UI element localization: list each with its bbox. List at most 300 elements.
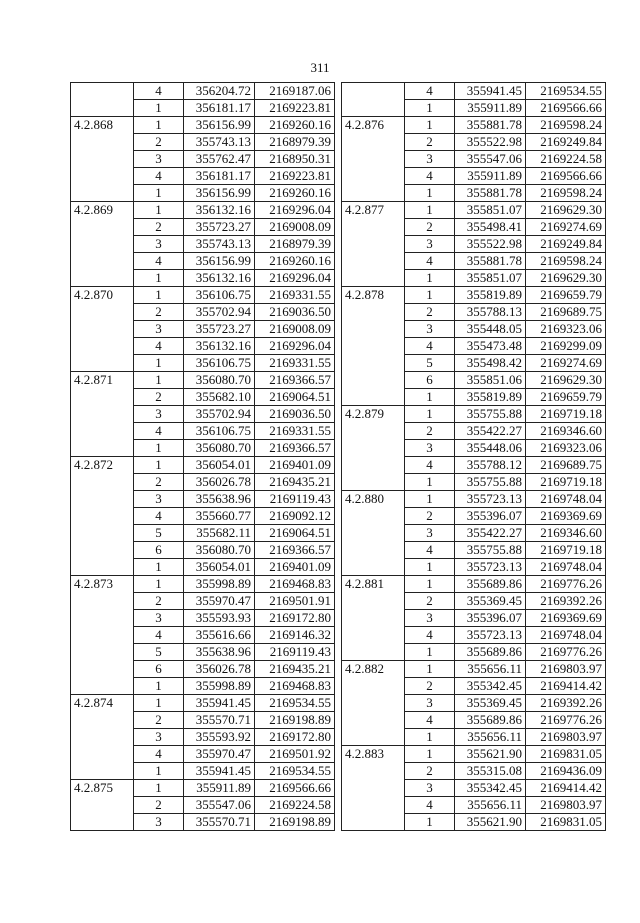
point-number: 2 (134, 797, 184, 814)
coordinates-table-right (341, 82, 606, 831)
table-row (71, 202, 335, 219)
point-number: 4 (134, 627, 184, 644)
point-number: 3 (134, 406, 184, 423)
x-coordinate: 355743.13 (184, 134, 255, 151)
point-number: 2 (134, 134, 184, 151)
y-coordinate: 2169223.81 (255, 168, 335, 185)
point-number: 1 (405, 729, 455, 746)
x-coordinate: 355498.42 (455, 355, 526, 372)
point-number: 5 (134, 525, 184, 542)
table-row (342, 491, 606, 508)
y-coordinate: 2169187.06 (255, 83, 335, 100)
x-coordinate: 355369.45 (455, 593, 526, 610)
y-coordinate: 2169249.84 (526, 236, 606, 253)
x-coordinate: 355656.11 (455, 729, 526, 746)
x-coordinate: 355682.11 (184, 525, 255, 542)
table-row (342, 83, 606, 100)
table-row (342, 202, 606, 219)
point-number: 1 (405, 270, 455, 287)
y-coordinate: 2169224.58 (526, 151, 606, 168)
parcel-id: 4.2.870 (71, 287, 134, 372)
y-coordinate: 2169719.18 (526, 474, 606, 491)
y-coordinate: 2169346.60 (526, 525, 606, 542)
y-coordinate: 2169299.09 (526, 338, 606, 355)
y-coordinate: 2169414.42 (526, 678, 606, 695)
point-number: 3 (405, 321, 455, 338)
point-number: 3 (405, 610, 455, 627)
y-coordinate: 2169566.66 (526, 100, 606, 117)
y-coordinate: 2169659.79 (526, 389, 606, 406)
y-coordinate: 2169629.30 (526, 270, 606, 287)
y-coordinate: 2169119.43 (255, 491, 335, 508)
y-coordinate: 2169629.30 (526, 372, 606, 389)
x-coordinate: 356106.75 (184, 355, 255, 372)
point-number: 3 (134, 610, 184, 627)
point-number: 6 (134, 661, 184, 678)
point-number: 4 (405, 83, 455, 100)
y-coordinate: 2169331.55 (255, 355, 335, 372)
table-row (71, 457, 335, 474)
point-number: 4 (405, 338, 455, 355)
x-coordinate: 355819.89 (455, 287, 526, 304)
x-coordinate: 355911.89 (455, 168, 526, 185)
point-number: 1 (405, 202, 455, 219)
point-number: 1 (134, 355, 184, 372)
coordinates-table-left (70, 82, 335, 831)
x-coordinate: 355689.86 (455, 712, 526, 729)
x-coordinate: 356132.16 (184, 338, 255, 355)
y-coordinate: 2169296.04 (255, 202, 335, 219)
x-coordinate: 355788.13 (455, 304, 526, 321)
point-number: 2 (405, 134, 455, 151)
x-coordinate: 355660.77 (184, 508, 255, 525)
parcel-id: 4.2.877 (342, 202, 405, 287)
y-coordinate: 2169296.04 (255, 338, 335, 355)
x-coordinate: 356156.99 (184, 117, 255, 134)
x-coordinate: 355970.47 (184, 593, 255, 610)
point-number: 2 (405, 678, 455, 695)
x-coordinate: 355593.92 (184, 729, 255, 746)
y-coordinate: 2169598.24 (526, 253, 606, 270)
x-coordinate: 356156.99 (184, 185, 255, 202)
x-coordinate: 356026.78 (184, 474, 255, 491)
y-coordinate: 2169689.75 (526, 457, 606, 474)
x-coordinate: 355762.47 (184, 151, 255, 168)
point-number: 2 (134, 712, 184, 729)
x-coordinate: 355396.07 (455, 610, 526, 627)
x-coordinate: 355570.71 (184, 814, 255, 831)
x-coordinate: 356204.72 (184, 83, 255, 100)
x-coordinate: 355998.89 (184, 576, 255, 593)
y-coordinate: 2169629.30 (526, 202, 606, 219)
point-number: 2 (134, 593, 184, 610)
parcel-id: 4.2.882 (342, 661, 405, 746)
point-number: 1 (134, 457, 184, 474)
y-coordinate: 2169172.80 (255, 729, 335, 746)
y-coordinate: 2169566.66 (255, 780, 335, 797)
point-number: 1 (405, 287, 455, 304)
point-number: 1 (134, 763, 184, 780)
y-coordinate: 2169776.26 (526, 644, 606, 661)
x-coordinate: 355621.90 (455, 814, 526, 831)
x-coordinate: 355498.41 (455, 219, 526, 236)
y-coordinate: 2169566.66 (526, 168, 606, 185)
x-coordinate: 355448.05 (455, 321, 526, 338)
point-number: 4 (405, 797, 455, 814)
x-coordinate: 355315.08 (455, 763, 526, 780)
x-coordinate: 355755.88 (455, 406, 526, 423)
table-row (71, 695, 335, 712)
x-coordinate: 355941.45 (184, 695, 255, 712)
table-row (342, 576, 606, 593)
x-coordinate: 355473.48 (455, 338, 526, 355)
y-coordinate: 2169346.60 (526, 423, 606, 440)
point-number: 1 (134, 185, 184, 202)
x-coordinate: 355422.27 (455, 525, 526, 542)
y-coordinate: 2169776.26 (526, 712, 606, 729)
x-coordinate: 355819.89 (455, 389, 526, 406)
point-number: 1 (134, 100, 184, 117)
point-number: 1 (134, 117, 184, 134)
x-coordinate: 355941.45 (184, 763, 255, 780)
x-coordinate: 355570.71 (184, 712, 255, 729)
point-number: 2 (134, 219, 184, 236)
point-number: 1 (405, 117, 455, 134)
parcel-id: 4.2.873 (71, 576, 134, 695)
point-number: 5 (134, 644, 184, 661)
x-coordinate: 355743.13 (184, 236, 255, 253)
point-number: 1 (134, 270, 184, 287)
x-coordinate: 355682.10 (184, 389, 255, 406)
x-coordinate: 356132.16 (184, 202, 255, 219)
y-coordinate: 2169223.81 (255, 100, 335, 117)
x-coordinate: 355448.06 (455, 440, 526, 457)
point-number: 1 (405, 100, 455, 117)
x-coordinate: 355689.86 (455, 644, 526, 661)
point-number: 1 (405, 185, 455, 202)
table-row (71, 372, 335, 389)
x-coordinate: 356080.70 (184, 542, 255, 559)
y-coordinate: 2169748.04 (526, 627, 606, 644)
y-coordinate: 2169331.55 (255, 287, 335, 304)
parcel-id: 4.2.879 (342, 406, 405, 491)
point-number: 1 (405, 814, 455, 831)
point-number: 2 (134, 474, 184, 491)
x-coordinate: 356156.99 (184, 253, 255, 270)
y-coordinate: 2169748.04 (526, 491, 606, 508)
x-coordinate: 355881.78 (455, 253, 526, 270)
x-coordinate: 356106.75 (184, 423, 255, 440)
point-number: 1 (134, 202, 184, 219)
x-coordinate: 356054.01 (184, 457, 255, 474)
y-coordinate: 2169323.06 (526, 321, 606, 338)
y-coordinate: 2169748.04 (526, 559, 606, 576)
y-coordinate: 2169224.58 (255, 797, 335, 814)
table-row (342, 661, 606, 678)
x-coordinate: 355689.86 (455, 576, 526, 593)
x-coordinate: 355621.90 (455, 746, 526, 763)
point-number: 4 (134, 423, 184, 440)
x-coordinate: 355656.11 (455, 661, 526, 678)
point-number: 3 (405, 440, 455, 457)
y-coordinate: 2169534.55 (255, 763, 335, 780)
point-number: 2 (405, 423, 455, 440)
point-number: 1 (405, 644, 455, 661)
y-coordinate: 2169260.16 (255, 253, 335, 270)
y-coordinate: 2169598.24 (526, 185, 606, 202)
point-number: 1 (405, 474, 455, 491)
x-coordinate: 355851.06 (455, 372, 526, 389)
point-number: 4 (134, 746, 184, 763)
y-coordinate: 2169659.79 (526, 287, 606, 304)
table-row (71, 576, 335, 593)
x-coordinate: 355911.89 (455, 100, 526, 117)
parcel-id: 4.2.883 (342, 746, 405, 831)
x-coordinate: 355755.88 (455, 474, 526, 491)
y-coordinate: 2169534.55 (255, 695, 335, 712)
point-number: 1 (134, 576, 184, 593)
point-number: 2 (405, 508, 455, 525)
parcel-id: 4.2.880 (342, 491, 405, 576)
x-coordinate: 355342.45 (455, 678, 526, 695)
parcel-id: 4.2.872 (71, 457, 134, 576)
y-coordinate: 2169331.55 (255, 423, 335, 440)
y-coordinate: 2169008.09 (255, 321, 335, 338)
y-coordinate: 2169803.97 (526, 797, 606, 814)
y-coordinate: 2169323.06 (526, 440, 606, 457)
x-coordinate: 355998.89 (184, 678, 255, 695)
table-row (342, 287, 606, 304)
point-number: 3 (134, 151, 184, 168)
x-coordinate: 355638.96 (184, 644, 255, 661)
y-coordinate: 2169435.21 (255, 661, 335, 678)
y-coordinate: 2169249.84 (526, 134, 606, 151)
point-number: 6 (134, 542, 184, 559)
x-coordinate: 355638.96 (184, 491, 255, 508)
y-coordinate: 2169274.69 (526, 355, 606, 372)
x-coordinate: 356080.70 (184, 440, 255, 457)
point-number: 1 (134, 559, 184, 576)
point-number: 1 (405, 576, 455, 593)
y-coordinate: 2169119.43 (255, 644, 335, 661)
y-coordinate: 2169369.69 (526, 508, 606, 525)
parcel-id: 4.2.876 (342, 117, 405, 202)
y-coordinate: 2169036.50 (255, 406, 335, 423)
table-row (71, 83, 335, 100)
y-coordinate: 2169092.12 (255, 508, 335, 525)
point-number: 2 (405, 593, 455, 610)
x-coordinate: 356181.17 (184, 168, 255, 185)
point-number: 3 (134, 321, 184, 338)
point-number: 2 (405, 219, 455, 236)
parcel-id: 4.2.874 (71, 695, 134, 780)
y-coordinate: 2169392.26 (526, 695, 606, 712)
y-coordinate: 2169036.50 (255, 304, 335, 321)
table-row (71, 117, 335, 134)
point-number: 3 (134, 491, 184, 508)
y-coordinate: 2168979.39 (255, 134, 335, 151)
point-number: 1 (134, 678, 184, 695)
parcel-id: 4.2.871 (71, 372, 134, 457)
x-coordinate: 355522.98 (455, 236, 526, 253)
x-coordinate: 355547.06 (455, 151, 526, 168)
y-coordinate: 2169146.32 (255, 627, 335, 644)
point-number: 1 (405, 661, 455, 678)
y-coordinate: 2169401.09 (255, 457, 335, 474)
x-coordinate: 355396.07 (455, 508, 526, 525)
x-coordinate: 356181.17 (184, 100, 255, 117)
y-coordinate: 2169436.09 (526, 763, 606, 780)
point-number: 2 (134, 389, 184, 406)
parcel-id (71, 83, 134, 117)
x-coordinate: 355547.06 (184, 797, 255, 814)
x-coordinate: 355723.27 (184, 219, 255, 236)
x-coordinate: 356080.70 (184, 372, 255, 389)
x-coordinate: 355970.47 (184, 746, 255, 763)
parcel-id: 4.2.878 (342, 287, 405, 406)
x-coordinate: 355723.27 (184, 321, 255, 338)
point-number: 4 (405, 457, 455, 474)
point-number: 1 (134, 372, 184, 389)
y-coordinate: 2169776.26 (526, 576, 606, 593)
point-number: 3 (405, 525, 455, 542)
y-coordinate: 2169172.80 (255, 610, 335, 627)
parcel-id (342, 83, 405, 117)
y-coordinate: 2169501.91 (255, 593, 335, 610)
x-coordinate: 355616.66 (184, 627, 255, 644)
x-coordinate: 355755.88 (455, 542, 526, 559)
table-row (71, 780, 335, 797)
y-coordinate: 2169534.55 (526, 83, 606, 100)
point-number: 3 (405, 236, 455, 253)
point-number: 5 (405, 355, 455, 372)
x-coordinate: 356106.75 (184, 287, 255, 304)
parcel-id: 4.2.881 (342, 576, 405, 661)
x-coordinate: 355788.12 (455, 457, 526, 474)
point-number: 4 (134, 168, 184, 185)
y-coordinate: 2169064.51 (255, 525, 335, 542)
y-coordinate: 2169198.89 (255, 712, 335, 729)
y-coordinate: 2169803.97 (526, 661, 606, 678)
point-number: 2 (405, 304, 455, 321)
y-coordinate: 2169414.42 (526, 780, 606, 797)
page-number: 311 (310, 60, 330, 75)
point-number: 3 (134, 814, 184, 831)
x-coordinate: 355656.11 (455, 797, 526, 814)
point-number: 3 (134, 729, 184, 746)
y-coordinate: 2169260.16 (255, 117, 335, 134)
point-number: 1 (134, 695, 184, 712)
y-coordinate: 2169366.57 (255, 372, 335, 389)
x-coordinate: 355881.78 (455, 117, 526, 134)
point-number: 3 (405, 151, 455, 168)
y-coordinate: 2169719.18 (526, 542, 606, 559)
point-number: 4 (405, 253, 455, 270)
x-coordinate: 355723.13 (455, 491, 526, 508)
point-number: 4 (405, 542, 455, 559)
point-number: 2 (134, 304, 184, 321)
y-coordinate: 2169598.24 (526, 117, 606, 134)
y-coordinate: 2169274.69 (526, 219, 606, 236)
x-coordinate: 355941.45 (455, 83, 526, 100)
y-coordinate: 2168950.31 (255, 151, 335, 168)
point-number: 4 (405, 712, 455, 729)
x-coordinate: 356132.16 (184, 270, 255, 287)
point-number: 2 (405, 763, 455, 780)
y-coordinate: 2169803.97 (526, 729, 606, 746)
y-coordinate: 2169369.69 (526, 610, 606, 627)
x-coordinate: 355851.07 (455, 202, 526, 219)
y-coordinate: 2169366.57 (255, 542, 335, 559)
x-coordinate: 355422.27 (455, 423, 526, 440)
y-coordinate: 2168979.39 (255, 236, 335, 253)
y-coordinate: 2169831.05 (526, 746, 606, 763)
table-row (71, 287, 335, 304)
y-coordinate: 2169366.57 (255, 440, 335, 457)
x-coordinate: 355911.89 (184, 780, 255, 797)
table-row (342, 746, 606, 763)
point-number: 4 (134, 83, 184, 100)
point-number: 1 (134, 780, 184, 797)
point-number: 4 (134, 338, 184, 355)
point-number: 1 (134, 287, 184, 304)
point-number: 6 (405, 372, 455, 389)
point-number: 3 (405, 695, 455, 712)
y-coordinate: 2169435.21 (255, 474, 335, 491)
x-coordinate: 356026.78 (184, 661, 255, 678)
parcel-id: 4.2.868 (71, 117, 134, 202)
table-row (342, 406, 606, 423)
y-coordinate: 2169719.18 (526, 406, 606, 423)
y-coordinate: 2169831.05 (526, 814, 606, 831)
point-number: 1 (405, 559, 455, 576)
x-coordinate: 355702.94 (184, 304, 255, 321)
x-coordinate: 355593.93 (184, 610, 255, 627)
parcel-id: 4.2.869 (71, 202, 134, 287)
point-number: 3 (134, 236, 184, 253)
point-number: 1 (405, 746, 455, 763)
point-number: 4 (134, 253, 184, 270)
y-coordinate: 2169260.16 (255, 185, 335, 202)
x-coordinate: 355522.98 (455, 134, 526, 151)
x-coordinate: 355702.94 (184, 406, 255, 423)
table-row (342, 117, 606, 134)
x-coordinate: 355723.13 (455, 627, 526, 644)
y-coordinate: 2169501.92 (255, 746, 335, 763)
x-coordinate: 355369.45 (455, 695, 526, 712)
y-coordinate: 2169064.51 (255, 389, 335, 406)
y-coordinate: 2169392.26 (526, 593, 606, 610)
y-coordinate: 2169468.83 (255, 576, 335, 593)
point-number: 3 (405, 780, 455, 797)
x-coordinate: 355881.78 (455, 185, 526, 202)
x-coordinate: 355342.45 (455, 780, 526, 797)
y-coordinate: 2169689.75 (526, 304, 606, 321)
y-coordinate: 2169008.09 (255, 219, 335, 236)
y-coordinate: 2169401.09 (255, 559, 335, 576)
parcel-id: 4.2.875 (71, 780, 134, 831)
x-coordinate: 355723.13 (455, 559, 526, 576)
x-coordinate: 355851.07 (455, 270, 526, 287)
point-number: 1 (405, 491, 455, 508)
y-coordinate: 2169198.89 (255, 814, 335, 831)
y-coordinate: 2169296.04 (255, 270, 335, 287)
point-number: 4 (405, 627, 455, 644)
point-number: 1 (134, 440, 184, 457)
point-number: 4 (405, 168, 455, 185)
point-number: 4 (134, 508, 184, 525)
x-coordinate: 356054.01 (184, 559, 255, 576)
